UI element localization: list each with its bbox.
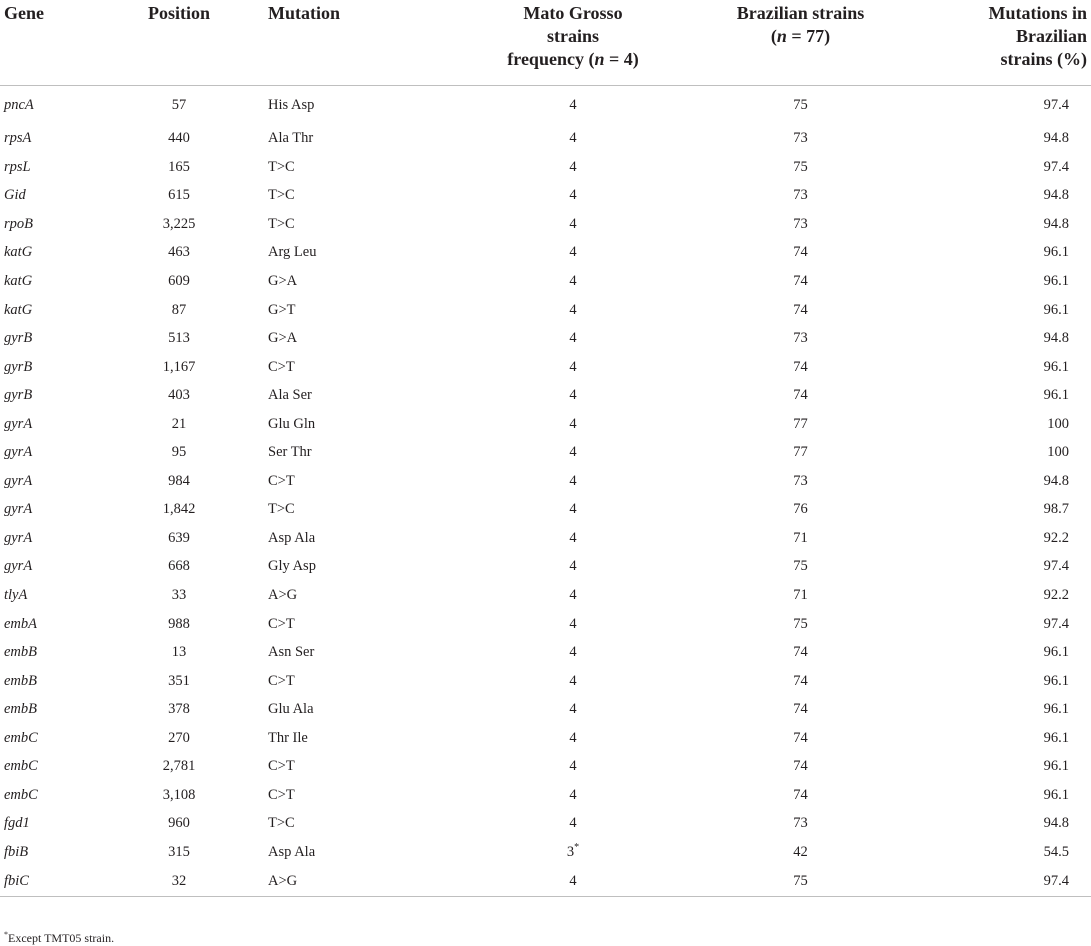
table-row <box>0 295 1091 324</box>
header-gene: Gene <box>0 0 104 86</box>
cell-gene: gyrA <box>4 444 33 461</box>
cell-position: 3,225 <box>162 215 196 232</box>
cell-percent: 54.5 <box>1043 843 1069 860</box>
cell-brazilian: 73 <box>793 130 808 147</box>
table-row <box>0 809 1091 838</box>
cell-percent: 97.4 <box>1043 158 1069 175</box>
cell-mutation: G>T <box>268 301 296 318</box>
cell-percent: 92.2 <box>1043 529 1069 546</box>
cell-mutation: C>T <box>268 472 295 489</box>
cell-gene: gyrA <box>4 529 33 546</box>
cell-mutation: C>T <box>268 615 295 632</box>
cell-mato-grosso: 4 <box>569 273 577 289</box>
cell-position: 988 <box>168 615 190 632</box>
cell-percent: 94.8 <box>1043 187 1069 204</box>
cell-mato-grosso: 4 <box>569 97 577 113</box>
cell-gene: pncA <box>4 97 34 113</box>
header-position: Position <box>104 0 254 86</box>
cell-percent: 96.1 <box>1043 273 1069 289</box>
table-row <box>0 324 1091 353</box>
cell-percent: 97.4 <box>913 866 1091 897</box>
cell-brazilian: 75 <box>793 558 808 575</box>
cell-position: 378 <box>168 701 190 718</box>
table-row <box>0 866 1091 897</box>
cell-percent: 94.8 <box>1043 472 1069 489</box>
table-row <box>0 210 1091 239</box>
table-row <box>0 723 1091 752</box>
table-row <box>0 609 1091 638</box>
cell-mato-grosso: 4 <box>569 672 577 689</box>
cell-percent: 96.1 <box>1043 701 1069 718</box>
cell-mato-grosso: 4 <box>569 758 577 775</box>
cell-gene: fbiC <box>0 866 104 897</box>
cell-position: 21 <box>171 415 187 432</box>
cell-mutation: Arg Leu <box>268 244 317 261</box>
cell-gene: gyrB <box>4 358 33 375</box>
cell-position: 639 <box>168 529 190 546</box>
cell-position: 609 <box>168 273 190 289</box>
cell-percent: 100 <box>1047 444 1069 461</box>
cell-percent: 98.7 <box>1043 501 1069 518</box>
cell-brazilian: 74 <box>793 786 808 803</box>
header-mutation: Mutation <box>254 0 458 86</box>
cell-brazilian: 73 <box>793 472 808 489</box>
cell-percent: 94.8 <box>1043 815 1069 832</box>
cell-brazilian: 75 <box>793 158 808 175</box>
cell-mato-grosso: 4 <box>569 472 577 489</box>
cell-mato-grosso: 4 <box>569 501 577 518</box>
cell-brazilian: 74 <box>793 672 808 689</box>
cell-position: 1,167 <box>162 358 196 375</box>
cell-brazilian: 74 <box>793 301 808 318</box>
table-row <box>0 666 1091 695</box>
cell-percent: 96.1 <box>1043 644 1069 661</box>
cell-gene: katG <box>4 301 33 318</box>
cell-gene: katG <box>4 273 33 289</box>
cell-mato-grosso: 4 <box>569 587 577 604</box>
cell-mutation: C>T <box>268 758 295 775</box>
cell-position: 668 <box>168 558 190 575</box>
cell-mato-grosso: 4 <box>569 330 577 347</box>
cell-gene: gyrA <box>4 415 33 432</box>
cell-mato-grosso: 4 <box>569 244 577 261</box>
header-percent: Mutations in Brazilian strains (%) <box>913 0 1091 86</box>
cell-brazilian: 75 <box>688 866 913 897</box>
cell-brazilian: 74 <box>793 701 808 718</box>
cell-mutation: C>T <box>268 672 295 689</box>
cell-percent: 94.8 <box>1043 130 1069 147</box>
cell-mutation: A>G <box>268 587 298 604</box>
cell-mato-grosso: 4 <box>569 444 577 461</box>
cell-position: 960 <box>168 815 190 832</box>
cell-percent: 96.1 <box>1043 301 1069 318</box>
cell-mutation: G>A <box>268 330 298 347</box>
footnote-marker: * <box>574 842 580 854</box>
cell-brazilian: 74 <box>793 729 808 746</box>
cell-mutation: Thr Ile <box>268 729 308 746</box>
table-row <box>0 495 1091 524</box>
cell-percent: 97.4 <box>1043 97 1069 113</box>
cell-position: 440 <box>168 130 190 147</box>
header-brazilian: Brazilian strains (n = 77) <box>688 0 913 86</box>
cell-mutation: A>G <box>254 866 458 897</box>
cell-percent: 96.1 <box>1043 729 1069 746</box>
cell-mutation: G>A <box>268 273 298 289</box>
cell-position: 1,842 <box>162 501 196 518</box>
cell-mato-grosso: 4 <box>569 130 577 147</box>
table-row <box>0 409 1091 438</box>
cell-percent: 94.8 <box>1043 330 1069 347</box>
footnote: *Except TMT05 strain. <box>4 930 115 945</box>
cell-mato-grosso: 4 <box>569 215 577 232</box>
cell-mato-grosso: 4 <box>569 358 577 375</box>
cell-brazilian: 74 <box>793 273 808 289</box>
cell-mutation: Glu Ala <box>268 701 314 718</box>
cell-position: 87 <box>171 301 187 318</box>
cell-mutation: Gly Asp <box>268 558 316 575</box>
cell-gene: gyrB <box>4 387 33 404</box>
cell-brazilian: 74 <box>793 758 808 775</box>
cell-mutation: T>C <box>268 815 295 832</box>
cell-brazilian: 74 <box>793 387 808 404</box>
table-row <box>0 781 1091 810</box>
cell-percent: 96.1 <box>1043 244 1069 261</box>
cell-mato-grosso: 3* <box>566 842 580 860</box>
cell-brazilian: 74 <box>793 244 808 261</box>
cell-brazilian: 77 <box>793 444 808 461</box>
table-row <box>0 838 1091 867</box>
table-row <box>0 267 1091 296</box>
table-row <box>0 438 1091 467</box>
cell-mato-grosso: 4 <box>569 786 577 803</box>
cell-percent: 96.1 <box>1043 786 1069 803</box>
cell-mutation: T>C <box>268 158 295 175</box>
cell-gene: embC <box>4 786 38 803</box>
cell-percent: 97.4 <box>1043 615 1069 632</box>
cell-mutation: Ala Ser <box>268 387 312 404</box>
cell-percent: 96.1 <box>1043 358 1069 375</box>
table-row <box>0 552 1091 581</box>
cell-gene: Gid <box>4 187 26 204</box>
table-body <box>0 86 1091 897</box>
cell-mutation: C>T <box>268 358 295 375</box>
cell-mato-grosso: 4 <box>458 866 688 897</box>
cell-position: 351 <box>168 672 190 689</box>
cell-mutation: Ala Thr <box>268 130 314 147</box>
cell-position: 95 <box>171 444 187 461</box>
cell-gene: gyrA <box>4 501 33 518</box>
cell-brazilian: 73 <box>793 815 808 832</box>
cell-mutation: T>C <box>268 501 295 518</box>
cell-percent: 94.8 <box>1043 215 1069 232</box>
cell-gene: rpsL <box>4 158 31 175</box>
table-row <box>0 695 1091 724</box>
cell-brazilian: 74 <box>793 358 808 375</box>
cell-position: 463 <box>168 244 190 261</box>
cell-percent: 96.1 <box>1043 758 1069 775</box>
cell-mato-grosso: 4 <box>569 187 577 204</box>
cell-mutation: T>C <box>268 215 295 232</box>
cell-gene: fgd1 <box>4 815 30 832</box>
cell-gene: gyrA <box>4 558 33 575</box>
cell-mato-grosso: 4 <box>569 558 577 575</box>
cell-mato-grosso: 4 <box>569 158 577 175</box>
table-row <box>0 581 1091 610</box>
cell-gene: embB <box>4 644 38 661</box>
cell-mato-grosso: 4 <box>569 615 577 632</box>
cell-brazilian: 71 <box>793 587 808 604</box>
table-row <box>0 752 1091 781</box>
table-row <box>0 181 1091 210</box>
cell-mato-grosso: 4 <box>569 387 577 404</box>
cell-gene: gyrB <box>4 330 33 347</box>
cell-mutation: Asn Ser <box>268 644 315 661</box>
cell-mato-grosso: 4 <box>569 729 577 746</box>
header-row <box>0 0 1091 86</box>
cell-mutation: Ser Thr <box>268 444 312 461</box>
cell-position: 513 <box>168 330 190 347</box>
cell-position: 315 <box>168 843 190 860</box>
cell-mato-grosso: 4 <box>569 644 577 661</box>
cell-mato-grosso: 4 <box>569 701 577 718</box>
cell-gene: fbiB <box>4 843 29 860</box>
table-row <box>0 381 1091 410</box>
cell-position: 32 <box>104 866 254 897</box>
cell-gene: embC <box>4 758 38 775</box>
cell-gene: embB <box>4 701 38 718</box>
cell-mato-grosso: 4 <box>569 815 577 832</box>
cell-position: 615 <box>168 187 190 204</box>
table-row <box>0 524 1091 553</box>
cell-position: 403 <box>168 387 190 404</box>
cell-brazilian: 73 <box>793 330 808 347</box>
cell-mato-grosso: 4 <box>569 529 577 546</box>
cell-brazilian: 76 <box>793 501 808 518</box>
cell-brazilian: 77 <box>793 415 808 432</box>
cell-mutation: Asp Ala <box>268 843 316 860</box>
table-row <box>0 352 1091 381</box>
cell-mato-grosso: 4 <box>569 301 577 318</box>
cell-gene: tlyA <box>4 587 28 604</box>
cell-gene: rpsA <box>4 130 32 147</box>
cell-brazilian: 75 <box>793 615 808 632</box>
cell-position: 13 <box>171 644 187 661</box>
cell-brazilian: 73 <box>793 187 808 204</box>
cell-position: 984 <box>168 472 190 489</box>
cell-gene: rpoB <box>4 215 33 232</box>
cell-gene: embB <box>4 672 38 689</box>
cell-position: 270 <box>168 729 190 746</box>
cell-mutation: His Asp <box>268 97 315 113</box>
cell-mato-grosso: 4 <box>569 415 577 432</box>
cell-gene: embC <box>4 729 38 746</box>
cell-percent: 96.1 <box>1043 387 1069 404</box>
cell-position: 2,781 <box>162 758 196 775</box>
table-row <box>0 638 1091 667</box>
cell-brazilian: 74 <box>793 644 808 661</box>
table-row <box>0 86 1091 125</box>
cell-mutation: Asp Ala <box>268 529 316 546</box>
table-row <box>0 467 1091 496</box>
table-row <box>0 153 1091 182</box>
cell-percent: 100 <box>1047 415 1069 432</box>
cell-mutation: C>T <box>268 786 295 803</box>
cell-gene: embA <box>4 615 38 632</box>
header-mato-grosso: Mato Grosso strains frequency (n = 4) <box>458 0 688 86</box>
cell-percent: 96.1 <box>1043 672 1069 689</box>
cell-position: 165 <box>168 158 190 175</box>
cell-brazilian: 71 <box>793 529 808 546</box>
cell-position: 3,108 <box>162 786 196 803</box>
cell-mutation: T>C <box>268 187 295 204</box>
cell-gene: gyrA <box>4 472 33 489</box>
cell-position: 33 <box>171 587 187 604</box>
cell-position: 57 <box>171 97 187 113</box>
table-row <box>0 124 1091 153</box>
cell-mutation: Glu Gln <box>268 415 316 432</box>
cell-brazilian: 42 <box>793 843 808 860</box>
cell-brazilian: 75 <box>793 97 808 113</box>
cell-percent: 97.4 <box>1043 558 1069 575</box>
cell-percent: 92.2 <box>1043 587 1069 604</box>
cell-gene: katG <box>4 244 33 261</box>
cell-brazilian: 73 <box>793 215 808 232</box>
table-row <box>0 238 1091 267</box>
